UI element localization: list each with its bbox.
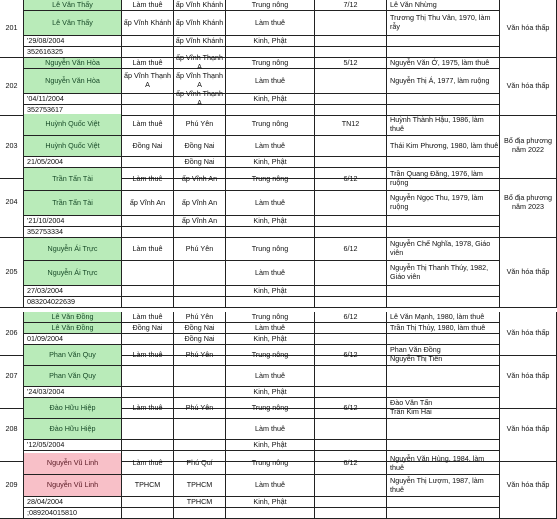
name-cell[interactable]: '12/05/2004 — [24, 440, 122, 451]
occupation-cell[interactable] — [122, 419, 174, 440]
parents-cell[interactable] — [387, 366, 500, 387]
parents-cell[interactable] — [387, 36, 500, 47]
class-cell[interactable]: Kinh, Phật — [226, 157, 315, 168]
grade-cell[interactable]: 6/12 — [315, 238, 387, 261]
origin-cell[interactable]: Đồng Nai — [174, 334, 226, 345]
parents-cell[interactable]: Phan Văn Đồng Nguyễn Thị Tiên — [387, 345, 500, 366]
origin-cell[interactable]: Phú Yên — [174, 312, 226, 323]
grade-cell[interactable]: 6/12 — [315, 345, 387, 366]
name-cell[interactable]: ;089204015810 — [24, 508, 122, 519]
class-cell[interactable]: Làm thuê — [226, 366, 315, 387]
parents-cell[interactable]: Trần Thị Thủy, 1980, làm thuê — [387, 323, 500, 334]
origin-cell[interactable]: Phú Yên — [174, 345, 226, 366]
origin-cell[interactable] — [174, 297, 226, 308]
record-number-cell: 207 — [0, 345, 24, 409]
occupation-cell[interactable] — [122, 366, 174, 387]
origin-cell[interactable] — [174, 508, 226, 519]
grade-cell[interactable] — [315, 334, 387, 345]
summary-cell: Văn hóa thấp — [500, 453, 557, 519]
origin-cell[interactable]: ấp Vĩnh An — [174, 168, 226, 191]
origin-cell[interactable]: Phú Quí — [174, 453, 226, 475]
origin-cell[interactable] — [174, 261, 226, 286]
grade-cell[interactable] — [315, 191, 387, 216]
parents-cell[interactable]: Nguyễn Văn Hùng, 1984, làm thuê — [387, 453, 500, 475]
occupation-cell[interactable]: Làm thuê — [122, 453, 174, 475]
grade-cell[interactable]: 6/12 — [315, 312, 387, 323]
name-cell[interactable]: '24/03/2004 — [24, 387, 122, 398]
summary-cell: Bổ địa phương năm 2022 — [500, 114, 557, 179]
summary-cell: Văn hóa thấp — [500, 0, 557, 58]
occupation-cell[interactable] — [122, 497, 174, 508]
origin-cell[interactable]: ấp Vĩnh Khánh — [174, 0, 226, 11]
grade-cell[interactable] — [315, 261, 387, 286]
class-cell[interactable]: Kinh, Phật — [226, 440, 315, 451]
summary-cell: Văn hóa thấp — [500, 345, 557, 409]
summary-cell: Văn hóa thấp — [500, 398, 557, 462]
grade-cell[interactable] — [315, 94, 387, 105]
origin-cell[interactable]: TPHCM — [174, 497, 226, 508]
origin-cell[interactable]: Đồng Nai — [174, 323, 226, 334]
parents-cell[interactable]: Nguyễn Thị Thanh Thúy, 1982, Giáo viên — [387, 261, 500, 286]
parents-cell[interactable] — [387, 286, 500, 297]
name-cell[interactable]: Phan Văn Quy — [24, 345, 122, 366]
name-cell[interactable]: 352753334 — [24, 227, 122, 238]
record-number-cell: 206 — [0, 312, 24, 356]
record-number-cell: 209 — [0, 453, 24, 519]
name-cell[interactable]: Lê Văn Thấy — [24, 0, 122, 11]
class-cell[interactable]: Trung nông — [226, 238, 315, 261]
grade-cell[interactable] — [315, 11, 387, 36]
origin-cell[interactable]: Phú Yên — [174, 238, 226, 261]
name-cell[interactable]: 01/09/2004 — [24, 334, 122, 345]
grade-cell[interactable] — [315, 36, 387, 47]
origin-cell[interactable]: ấp Vĩnh Khánh — [174, 11, 226, 36]
summary-cell: Văn hóa thấp — [500, 238, 557, 308]
name-cell[interactable]: Nguyễn Ái Trực — [24, 261, 122, 286]
parents-cell[interactable]: Huỳnh Thành Hậu, 1986, làm thuê — [387, 114, 500, 136]
name-cell[interactable]: Trần Tấn Tài — [24, 168, 122, 191]
name-cell[interactable]: Nguyễn Vũ Linh — [24, 453, 122, 475]
occupation-cell[interactable] — [122, 286, 174, 297]
class-cell[interactable]: Kinh, Phật — [226, 94, 315, 105]
occupation-cell[interactable]: TPHCM — [122, 475, 174, 497]
occupation-cell[interactable] — [122, 36, 174, 47]
occupation-cell[interactable]: Làm thuê — [122, 114, 174, 136]
name-cell[interactable]: Nguyễn Vũ Linh — [24, 475, 122, 497]
class-cell[interactable]: Kinh, Phật — [226, 286, 315, 297]
occupation-cell[interactable]: Làm thuê — [122, 312, 174, 323]
summary-cell: Văn hóa thấp — [500, 312, 557, 356]
origin-cell[interactable]: Đồng Nai — [174, 157, 226, 168]
name-cell[interactable]: Lê Văn Đồng — [24, 312, 122, 323]
parents-cell[interactable]: Trương Thị Thu Vân, 1970, làm rẫy — [387, 11, 500, 36]
origin-cell[interactable] — [174, 366, 226, 387]
name-cell[interactable]: Nguyễn Ái Trực — [24, 238, 122, 261]
origin-cell[interactable]: Phú Yên — [174, 114, 226, 136]
class-cell[interactable]: Làm thuê — [226, 419, 315, 440]
grade-cell[interactable] — [315, 157, 387, 168]
record-number-cell: 203 — [0, 114, 24, 179]
occupation-cell[interactable]: ấp Vĩnh An — [122, 191, 174, 216]
class-cell[interactable]: Kinh, Phật — [226, 387, 315, 398]
grade-cell[interactable] — [315, 440, 387, 451]
name-cell[interactable]: Lê Văn Thấy — [24, 11, 122, 36]
grade-cell[interactable]: TN12 — [315, 114, 387, 136]
origin-cell[interactable] — [174, 387, 226, 398]
grade-cell[interactable] — [315, 69, 387, 94]
class-cell[interactable] — [226, 227, 315, 238]
origin-cell[interactable]: Phú Yên — [174, 398, 226, 419]
record-number-cell: 208 — [0, 398, 24, 462]
class-cell[interactable] — [226, 508, 315, 519]
grade-cell[interactable] — [315, 297, 387, 308]
parents-cell[interactable]: Lê Văn Nhừng — [387, 0, 500, 11]
parents-cell[interactable] — [387, 227, 500, 238]
origin-cell[interactable]: ấp Vĩnh Thạnh A — [174, 94, 226, 105]
grade-cell[interactable]: 7/12 — [315, 0, 387, 11]
occupation-cell[interactable]: Làm thuê — [122, 58, 174, 69]
parents-cell[interactable]: Đào Văn Tấn Trần Kim Hai — [387, 398, 500, 419]
parents-cell[interactable] — [387, 297, 500, 308]
record-number-cell: 201 — [0, 0, 24, 58]
grade-cell[interactable]: 5/12 — [315, 58, 387, 69]
grade-cell[interactable] — [315, 227, 387, 238]
class-cell[interactable]: Trung nông — [226, 0, 315, 11]
origin-cell[interactable] — [174, 227, 226, 238]
origin-cell[interactable]: ấp Vĩnh An — [174, 191, 226, 216]
name-cell[interactable]: 21/05/2004 — [24, 157, 122, 168]
grade-cell[interactable] — [315, 216, 387, 227]
origin-cell[interactable]: ấp Vĩnh An — [174, 216, 226, 227]
name-cell[interactable]: 28/04/2004 — [24, 497, 122, 508]
grade-cell[interactable]: 6/12 — [315, 453, 387, 475]
class-cell[interactable]: Kinh, Phật — [226, 497, 315, 508]
occupation-cell[interactable] — [122, 334, 174, 345]
occupation-cell[interactable]: Làm thuê — [122, 238, 174, 261]
parents-cell[interactable] — [387, 419, 500, 440]
grade-cell[interactable] — [315, 419, 387, 440]
occupation-cell[interactable]: ấp Vĩnh Khánh — [122, 11, 174, 36]
class-cell[interactable]: Làm thuê — [226, 191, 315, 216]
parents-cell[interactable] — [387, 94, 500, 105]
parents-cell[interactable]: Nguyễn Thị Lượm, 1987, làm thuê — [387, 475, 500, 497]
occupation-cell[interactable]: Làm thuê — [122, 168, 174, 191]
occupation-cell[interactable] — [122, 440, 174, 451]
class-cell[interactable] — [226, 297, 315, 308]
name-cell[interactable]: Lê Văn Đồng — [24, 323, 122, 334]
class-cell[interactable]: Làm thuê — [226, 11, 315, 36]
occupation-cell[interactable]: Đồng Nai — [122, 136, 174, 157]
parents-cell[interactable] — [387, 216, 500, 227]
grade-cell[interactable] — [315, 508, 387, 519]
class-cell[interactable]: Trung nông — [226, 168, 315, 191]
name-cell[interactable]: '21/10/2004 — [24, 216, 122, 227]
parents-cell[interactable]: Thái Kim Phương, 1980, làm thuê — [387, 136, 500, 157]
origin-cell[interactable]: ấp Vĩnh Khánh — [174, 36, 226, 47]
record-number-cell: 204 — [0, 168, 24, 238]
name-cell[interactable]: 083204022639 — [24, 297, 122, 308]
grade-cell[interactable] — [315, 366, 387, 387]
parents-cell[interactable]: Lê Văn Mạnh, 1980, làm thuê — [387, 312, 500, 323]
name-cell[interactable]: Đào Hữu Hiệp — [24, 419, 122, 440]
occupation-cell[interactable]: Đồng Nai — [122, 323, 174, 334]
grade-cell[interactable] — [315, 497, 387, 508]
occupation-cell[interactable] — [122, 216, 174, 227]
class-cell[interactable]: Trung nông — [226, 398, 315, 419]
name-cell[interactable]: 352616325 — [24, 47, 122, 58]
summary-cell: Bổ địa phương năm 2023 — [500, 168, 557, 238]
class-cell[interactable]: Kinh, Phật — [226, 334, 315, 345]
record-number-cell: 202 — [0, 58, 24, 116]
name-cell[interactable]: Nguyễn Văn Hòa — [24, 69, 122, 94]
occupation-cell[interactable] — [122, 227, 174, 238]
parents-cell[interactable]: Nguyễn Chế Nghĩa, 1978, Giáo viên — [387, 238, 500, 261]
name-cell[interactable]: Huỳnh Quốc Việt — [24, 114, 122, 136]
grade-cell[interactable] — [315, 286, 387, 297]
class-cell[interactable]: Làm thuê — [226, 475, 315, 497]
class-cell[interactable]: Làm thuê — [226, 261, 315, 286]
parents-cell[interactable] — [387, 387, 500, 398]
class-cell[interactable]: Kinh, Phật — [226, 36, 315, 47]
class-cell[interactable]: Kinh, Phật — [226, 216, 315, 227]
grade-cell[interactable] — [315, 323, 387, 334]
origin-cell[interactable] — [174, 419, 226, 440]
parents-cell[interactable]: Nguyễn Thị Á, 1977, làm ruộng — [387, 69, 500, 94]
parents-cell[interactable] — [387, 497, 500, 508]
name-cell[interactable]: Đào Hữu Hiệp — [24, 398, 122, 419]
class-cell[interactable]: Làm thuê — [226, 136, 315, 157]
parents-cell[interactable] — [387, 440, 500, 451]
parents-cell[interactable]: Trần Quang Đăng, 1976, làm ruộng — [387, 168, 500, 191]
class-cell[interactable]: Làm thuê — [226, 323, 315, 334]
origin-cell[interactable] — [174, 440, 226, 451]
name-cell[interactable]: Nguyễn Văn Hòa — [24, 58, 122, 69]
origin-cell[interactable]: ấp Vĩnh Thạnh A — [174, 69, 226, 94]
parents-cell[interactable] — [387, 157, 500, 168]
name-cell[interactable]: 27/03/2004 — [24, 286, 122, 297]
class-cell[interactable]: Trung nông — [226, 58, 315, 69]
occupation-cell[interactable]: Làm thuê — [122, 398, 174, 419]
grade-cell[interactable] — [315, 387, 387, 398]
name-cell[interactable]: '29/08/2004 — [24, 36, 122, 47]
occupation-cell[interactable] — [122, 508, 174, 519]
parents-cell[interactable] — [387, 47, 500, 58]
parents-cell[interactable]: Nguyễn Ngọc Thu, 1979, làm ruộng — [387, 191, 500, 216]
name-cell[interactable]: Trần Tấn Tài — [24, 191, 122, 216]
class-cell[interactable]: Trung nông — [226, 345, 315, 366]
parents-cell[interactable] — [387, 334, 500, 345]
grade-cell[interactable]: 6/12 — [315, 168, 387, 191]
name-cell[interactable]: Huỳnh Quốc Việt — [24, 136, 122, 157]
parents-cell[interactable] — [387, 508, 500, 519]
grade-cell[interactable]: 6/12 — [315, 398, 387, 419]
class-cell[interactable]: Trung nông — [226, 312, 315, 323]
summary-cell: Văn hóa thấp — [500, 58, 557, 116]
class-cell[interactable]: Trung nông — [226, 453, 315, 475]
record-number-cell: 205 — [0, 238, 24, 308]
class-cell[interactable]: Trung nông — [226, 114, 315, 136]
grade-cell[interactable] — [315, 475, 387, 497]
occupation-cell[interactable] — [122, 261, 174, 286]
name-cell[interactable]: Phan Văn Quy — [24, 366, 122, 387]
origin-cell[interactable]: ấp Vĩnh Thạnh A — [174, 58, 226, 69]
parents-cell[interactable]: Nguyễn Văn Ớ, 1975, làm thuê — [387, 58, 500, 69]
origin-cell[interactable]: Đồng Nai — [174, 136, 226, 157]
name-cell[interactable]: '04/11/2004 — [24, 94, 122, 105]
occupation-cell[interactable] — [122, 94, 174, 105]
occupation-cell[interactable]: ấp Vĩnh Thạnh A — [122, 69, 174, 94]
class-cell[interactable] — [226, 47, 315, 58]
origin-cell[interactable]: TPHCM — [174, 475, 226, 497]
occupation-cell[interactable] — [122, 297, 174, 308]
occupation-cell[interactable] — [122, 47, 174, 58]
origin-cell[interactable] — [174, 286, 226, 297]
class-cell[interactable]: Làm thuê — [226, 69, 315, 94]
grade-cell[interactable] — [315, 47, 387, 58]
occupation-cell[interactable]: Làm thuê — [122, 0, 174, 11]
occupation-cell[interactable]: Làm thuê — [122, 345, 174, 366]
occupation-cell[interactable] — [122, 157, 174, 168]
grade-cell[interactable] — [315, 136, 387, 157]
name-cell[interactable]: 352753617 — [24, 105, 122, 116]
occupation-cell[interactable] — [122, 387, 174, 398]
